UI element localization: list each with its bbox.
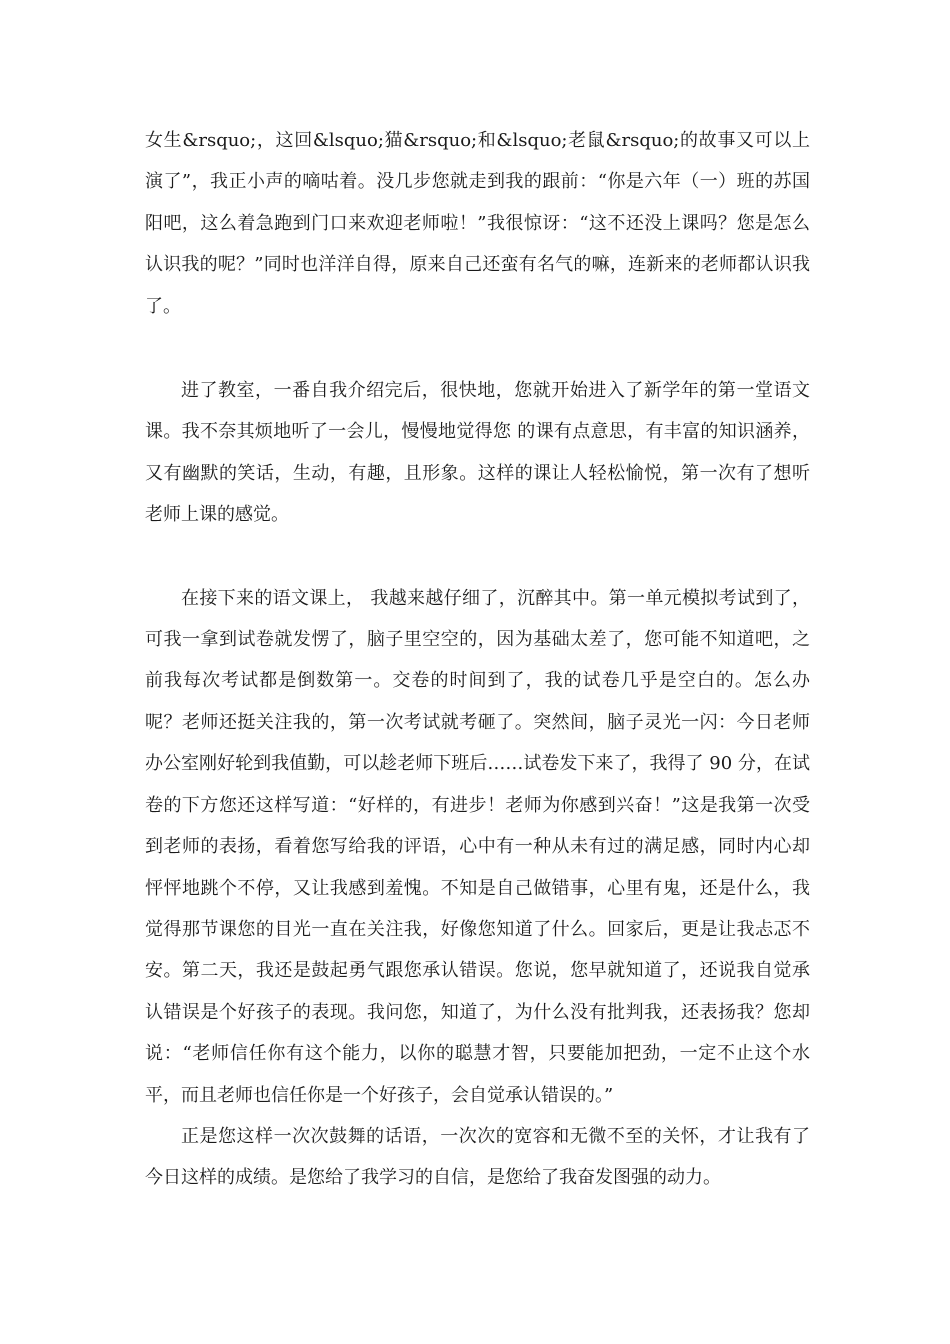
paragraph-1: 女生&rsquo;，这回&lsquo;猫&rsquo;和&lsquo;老鼠&rsquo;的故事又可以上演了”，我正小声的嘀咕着。没几步您就走到我的跟前：“你是六年（一）班的苏国阳吧，这么着急跑到门口来欢迎老师啦！”我很惊讶：“这不还没上课吗？您是怎么认识我的呢？”同时也洋洋自得，原来自己还蛮有名气的嘛，连新来的老师都认识我了。 <box>145 130 810 317</box>
paragraph-4: 正是您这样一次次鼓舞的话语，一次次的宽容和无微不至的关怀，才让我有了今日这样的成绩。是您给了我学习的自信，是您给了我奋发图强的动力。 <box>145 1125 810 1189</box>
document-body <box>145 120 810 1199</box>
paragraph-2: 进了教室，一番自我介绍完后，很快地，您就开始进入了新学年的第一堂语文课。我不奈其烦地听了一会儿，慢慢地觉得您 的课有点意思，有丰富的知识涵养，又有幽默的笑话，生动，有趣，且形象。这样的课让人轻松愉悦，第一次有了想听老师上课的感觉。 <box>145 380 810 526</box>
paragraph-3: 在接下来的语文课上， 我越来越仔细了，沉醉其中。第一单元模拟考试到了，可我一拿到试卷就发愣了，脑子里空空的，因为基础太差了，您可能不知道吧，之前我每次考试都是倒数第一。交卷的时间到了，我的试卷几乎是空白的。怎么办呢？老师还挺关注我的，第一次考试就考砸了。突然间，脑子灵光一闪：今日老师办公室刚好轮到我值勤，可以趁老师下班后……试卷发下来了，我得了 90 分，在试卷的下方您还这样写道：“好样的，有进步！老师为你感到兴奋！”这是我第一次受到老师的表扬，看着您写给我的评语，心中有一种从未有过的满足感，同时内心却怦怦地跳个不停，又让我感到羞愧。不知是自己做错事，心里有鬼，还是什么，我觉得那节课您的目光一直在关注我，好像您知道了什么。回家后，更是让我忐忑不安。第二天，我还是鼓起勇气跟您承认错误。您说，您早就知道了，还说我自觉承认错误是个好孩子的表现。我问您，知道了，为什么没有批判我，还表扬我？您却说：“老师信任你有这个能力，以你的聪慧才智，只要能加把劲，一定不止这个水平，而且老师也信任你是一个好孩子，会自觉承认错误的。” <box>145 587 810 1106</box>
